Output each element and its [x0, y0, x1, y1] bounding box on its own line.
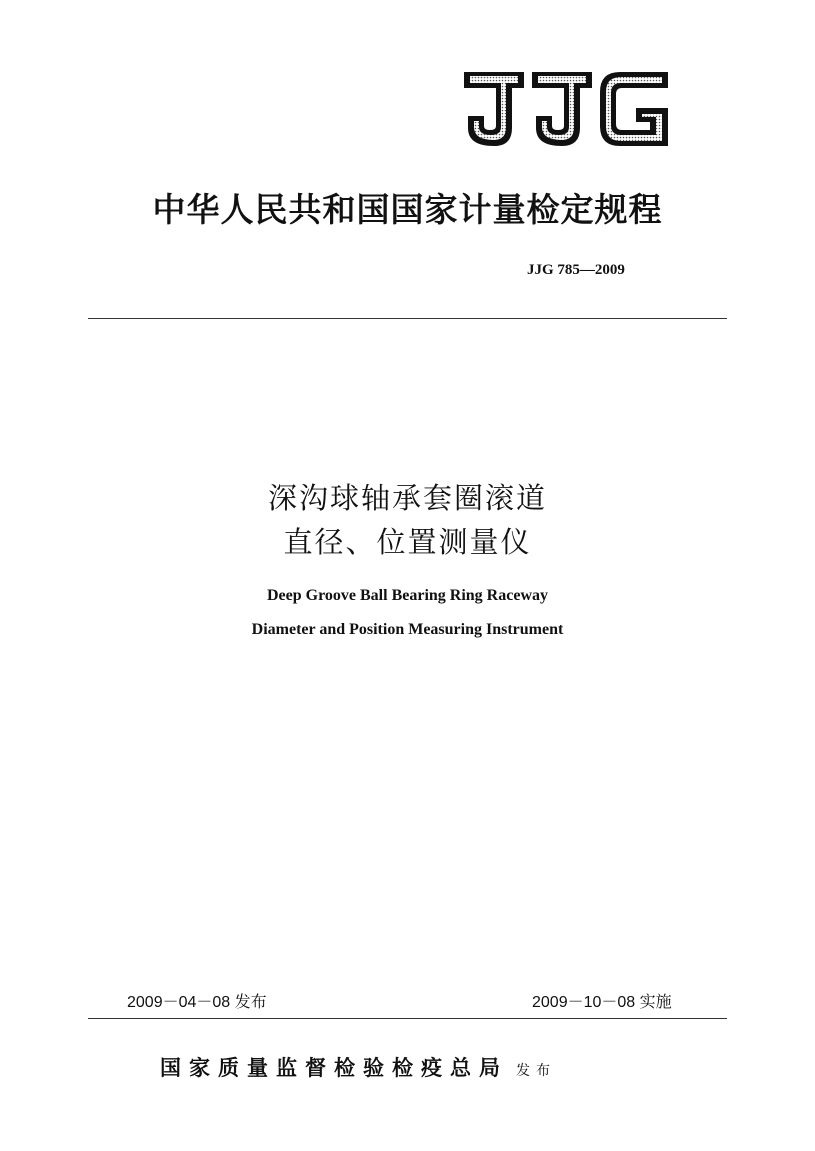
implementation-date: 2009－10－08 实施 [532, 994, 672, 1011]
en-title-line-1: Deep Groove Ball Bearing Ring Raceway [266, 587, 548, 604]
issuer-name: 国家质量监督检验检疫总局 [160, 1055, 508, 1080]
logo-text: JJG [462, 70, 464, 71]
logo-letter-g [600, 72, 668, 146]
bottom-divider [88, 1018, 727, 1019]
issuer-action: 发布 [516, 1063, 556, 1079]
issuer-line [160, 1052, 556, 1082]
regulation-category-title: 中华人民共和国国家计量检定规程 [152, 190, 663, 229]
cn-title-line-2: 直径、位置测量仪 [283, 525, 532, 559]
logo-letter-j1 [464, 72, 524, 146]
issue-date: 2009－04－08 发布 [127, 994, 267, 1011]
top-divider [88, 318, 727, 319]
cn-title-line-1: 深沟球轴承套圈滚道 [267, 481, 547, 515]
document-code: JJG 785—2009 [527, 262, 625, 278]
logo-letter-j2 [532, 72, 592, 146]
jjg-logo [462, 70, 672, 150]
en-title-line-2: Diameter and Position Measuring Instrument [251, 621, 564, 638]
